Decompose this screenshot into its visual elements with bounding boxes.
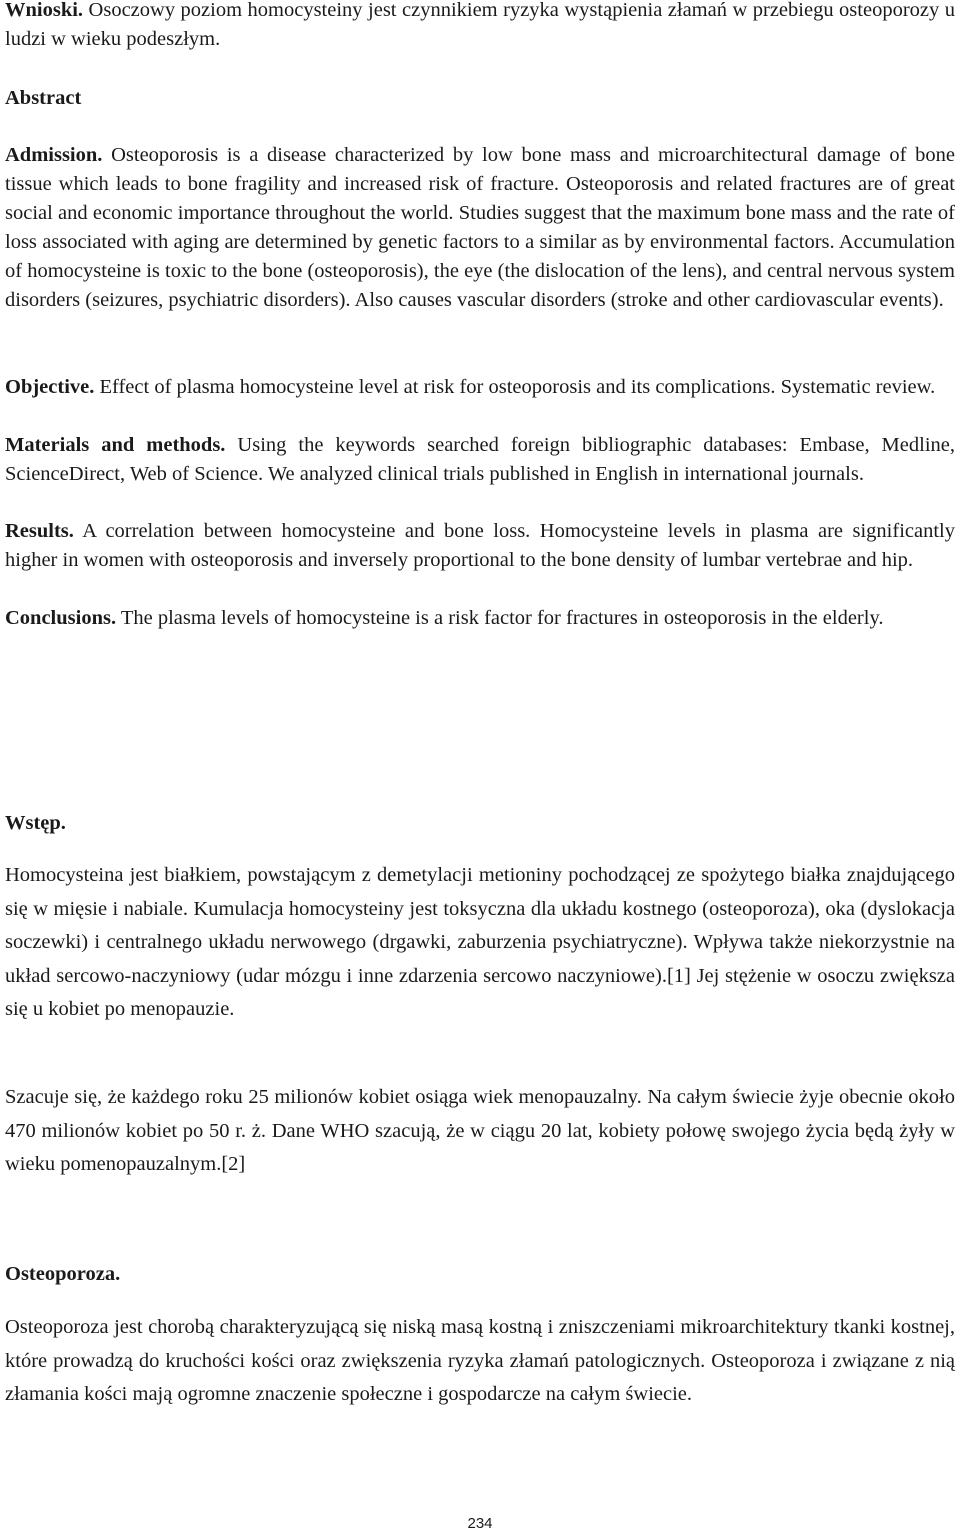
page-number: 234 bbox=[467, 1515, 493, 1532]
abstract-heading: Abstract bbox=[5, 87, 82, 109]
wstep-paragraph-2: Szacuje się, że każdego roku 25 milionów kobiet osiąga wiek menopauzalny. Na całym świecie żyje obecnie około 470 milionów kobiet po 50 r. ż. Dane WHO szacują, że w ciągu 20 lat, kobiety połowę swojego życia będą żyły w wieku pomenopauzalnym.[2] bbox=[5, 1086, 955, 1175]
admission-text: Osteoporosis is a disease characterized by low bone mass and microarchitectural damage of bone tissue which leads to bone fragility and increased risk of fracture. Osteoporosis and related fractures are of great social and economic importance throughout the world. Studies suggest that the maximum bone mass and the rate of loss associated with aging are determined by genetic factors to a similar as by environmental factors. Accumulation of homocysteine is toxic to the bone (osteoporosis), the eye (the dislocation of the lens), and central nervous system disorders (seizures, psychiatric disorders). Also causes vascular disorders (stroke and other cardiovascular events). bbox=[5, 144, 955, 311]
results-paragraph bbox=[5, 517, 955, 575]
admission-label: Admission. bbox=[5, 144, 103, 166]
osteoporoza-paragraph-1: Osteoporoza jest chorobą charakteryzującą się niską masą kostną i zniszczeniami mikroarchitektury tkanki kostnej, które prowadzą do kruchości kości oraz zwiększenia ryzyka złamań patologicznych. Osteoporoza i związane z nią złamania kości mają ogromne znaczenie społeczne i gospodarcze na całym świecie. bbox=[5, 1316, 955, 1405]
results-label: Results. bbox=[5, 520, 74, 542]
osteoporoza-heading: Osteoporoza. bbox=[5, 1263, 121, 1285]
conclusions-text: The plasma levels of homocysteine is a risk factor for fractures in osteoporosis in the elderly. bbox=[116, 607, 884, 629]
methods-paragraph bbox=[5, 431, 955, 489]
methods-label: Materials and methods. bbox=[5, 434, 226, 456]
objective-paragraph bbox=[5, 373, 955, 402]
wnioski-text: Osoczowy poziom homocysteiny jest czynnikiem ryzyka wystąpienia złamań w przebiegu osteoporozy u ludzi w wieku podeszłym. bbox=[5, 0, 955, 50]
results-text: A correlation between homocysteine and bone loss. Homocysteine levels in plasma are significantly higher in women with osteoporosis and inversely proportional to the bone density of lumbar vertebrae and hip. bbox=[5, 520, 955, 571]
methods-text: Using the keywords searched foreign bibliographic databases: Embase, Medline, ScienceDirect, Web of Science. We analyzed clinical trials published in English in international journals. bbox=[5, 434, 955, 485]
wstep-heading: Wstęp. bbox=[5, 812, 66, 834]
wnioski-paragraph bbox=[5, 0, 955, 54]
admission-paragraph bbox=[5, 141, 955, 315]
conclusions-paragraph bbox=[5, 604, 955, 633]
conclusions-label: Conclusions. bbox=[5, 607, 117, 629]
objective-text: Effect of plasma homocysteine level at risk for osteoporosis and its complications. Systematic review. bbox=[94, 376, 936, 398]
wstep-paragraph-1: Homocysteina jest białkiem, powstającym z demetylacji metioniny pochodzącej ze spożytego białka znajdującego się w mięsie i nabiale. Kumulacja homocysteiny jest toksyczna dla układu kostnego (osteoporoza), oka (dyslokacja soczewki) i centralnego układu nerwowego (drgawki, zaburzenia psychiatryczne). Wpływa także niekorzystnie na układ sercowo-naczyniowy (udar mózgu i inne zdarzenia sercowo naczyniowe).[1] Jej stężenie w osoczu zwiększa się u kobiet po menopauzie. bbox=[5, 864, 955, 1020]
objective-label: Objective. bbox=[5, 376, 95, 398]
wnioski-label: Wnioski. bbox=[5, 0, 84, 21]
